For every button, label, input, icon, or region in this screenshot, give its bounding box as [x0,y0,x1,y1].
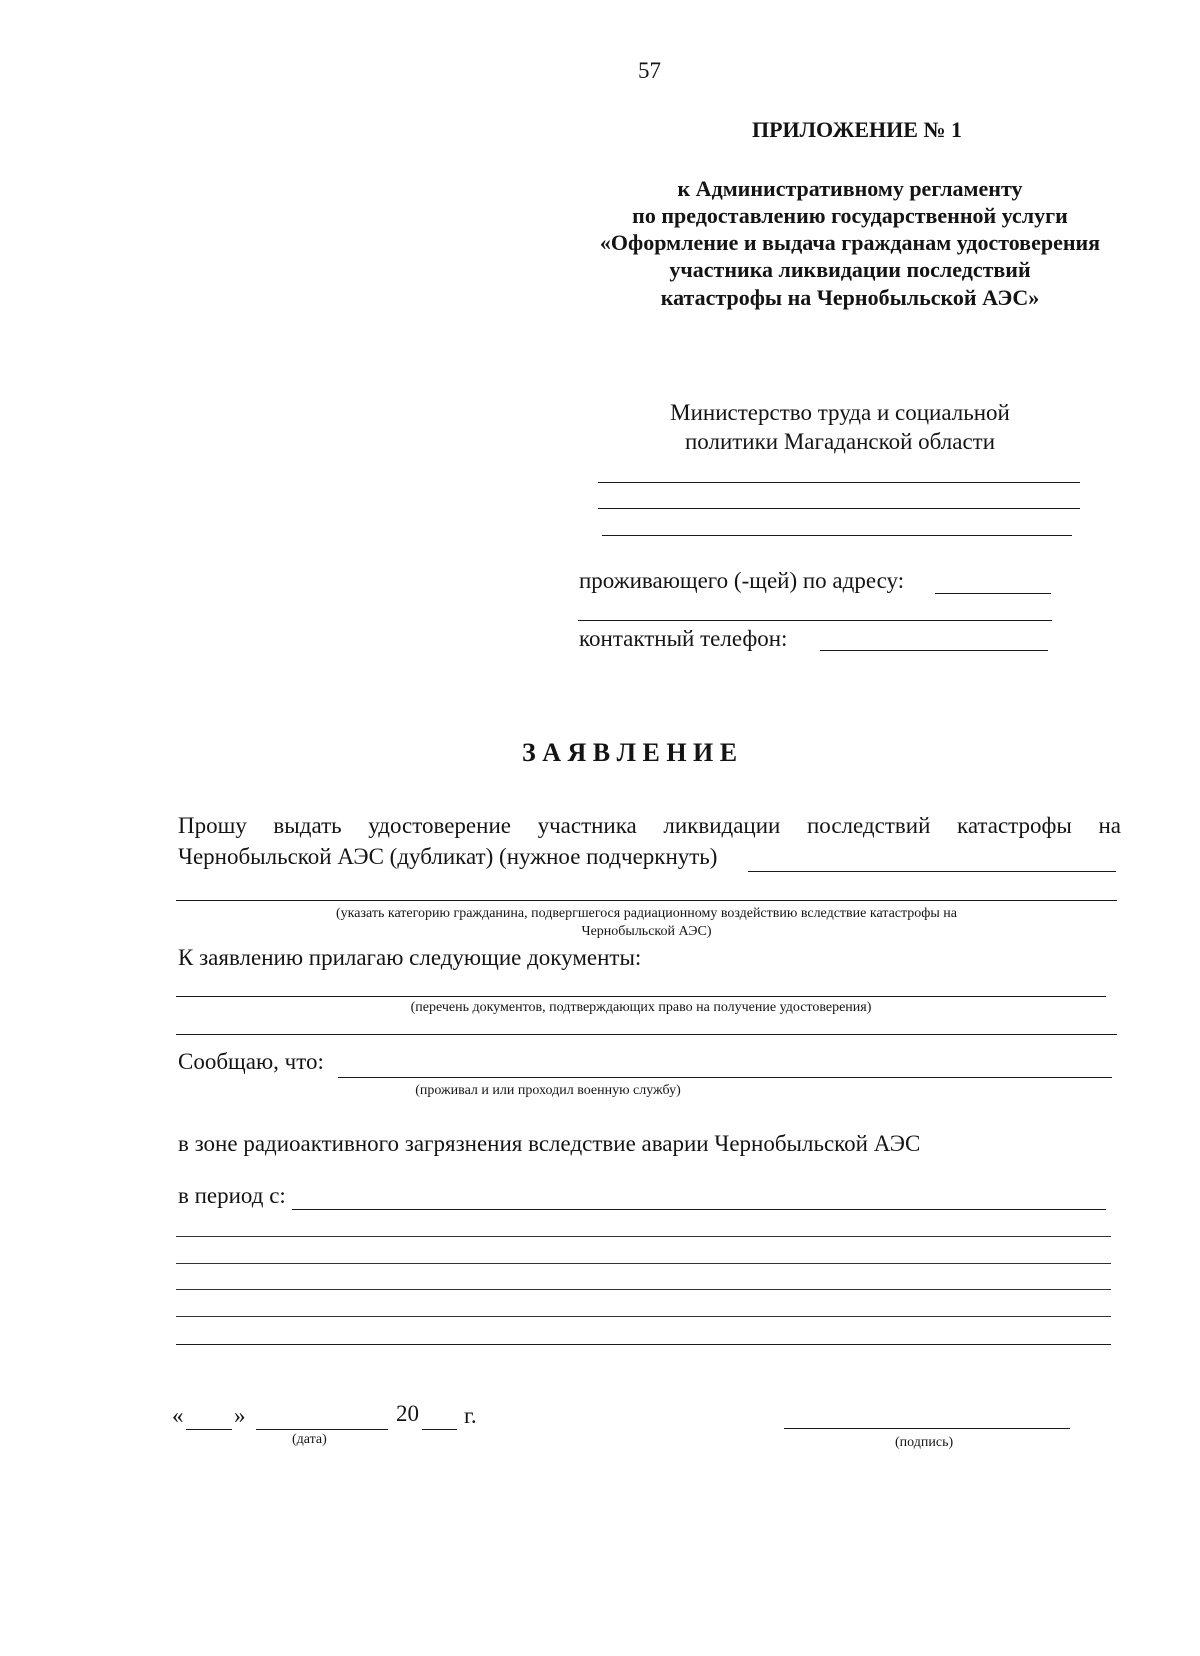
period-label: в период с: [178,1183,286,1208]
documents-field-2[interactable] [176,1034,1117,1035]
request-line-1: Прошу выдать удостоверение участника ликвидации последствий катастрофы на [178,813,1121,838]
period-field-3[interactable] [176,1263,1111,1264]
documents-label: К заявлению прилагаю следующие документы: [178,945,642,970]
request-field-1[interactable] [748,871,1116,872]
appendix-line: по предоставлению государственной услуги [632,203,1068,228]
period-field-5[interactable] [176,1316,1111,1317]
ministry-line: Министерство труда и социальной [670,400,1010,425]
zone-text: в зоне радиоактивного загрязнения вследствие аварии Чернобыльской АЭС [178,1131,921,1156]
report-label: Сообщаю, что: [178,1049,324,1074]
statement-title: З А Я В Л Е Н И Е [522,738,738,767]
address-label: проживающего (-щей) по адресу: [579,568,905,593]
appendix-line: участника ликвидации последствий [669,257,1031,282]
category-hint: Чернобыльской АЭС) [581,924,712,939]
period-field-4[interactable] [176,1289,1111,1290]
period-field-2[interactable] [176,1236,1111,1237]
date-day-field[interactable] [186,1429,232,1430]
ministry-line: политики Магаданской области [684,429,996,454]
appendix-title: ПРИЛОЖЕНИЕ № 1 [752,117,963,142]
date-label: (дата) [292,1432,327,1447]
phone-label: контактный телефон: [579,626,788,651]
period-field-1[interactable] [292,1209,1106,1210]
date-year-suffix: г. [464,1403,477,1428]
signature-field[interactable] [784,1428,1070,1429]
request-line-2: Чернобыльской АЭС (дубликат) (нужное подчеркнуть) [178,844,718,869]
applicant-name-field-2[interactable] [598,508,1080,509]
page-number: 57 [638,58,661,83]
date-month-field[interactable] [256,1429,388,1430]
applicant-name-field-1[interactable] [598,482,1080,483]
documents-field-1[interactable] [176,996,1106,997]
documents-hint: (перечень документов, подтверждающих право на получение удостоверения) [410,1000,872,1015]
signature-label: (подпись) [895,1435,954,1450]
report-field[interactable] [338,1077,1112,1078]
date-year-prefix: 20 [396,1401,419,1426]
date-year-field[interactable] [422,1429,457,1430]
date-open-quote: « [172,1403,184,1428]
appendix-line: «Оформление и выдача гражданам удостоверения [599,230,1101,255]
appendix-line: к Административному регламенту [677,176,1023,201]
address-field-2[interactable] [578,620,1052,621]
report-hint: (проживал и или проходил военную службу) [415,1083,681,1098]
category-hint: (указать категорию гражданина, подвергшегося радиационному воздействию вследствие катастрофы на [336,906,957,921]
phone-field[interactable] [820,650,1048,651]
applicant-name-field-3[interactable] [602,535,1072,536]
appendix-line: катастрофы на Чернобыльской АЭС» [660,285,1040,310]
category-field[interactable] [176,900,1117,901]
address-field-1[interactable] [935,593,1051,594]
period-field-6[interactable] [176,1344,1111,1345]
date-close-quote: » [234,1403,246,1428]
